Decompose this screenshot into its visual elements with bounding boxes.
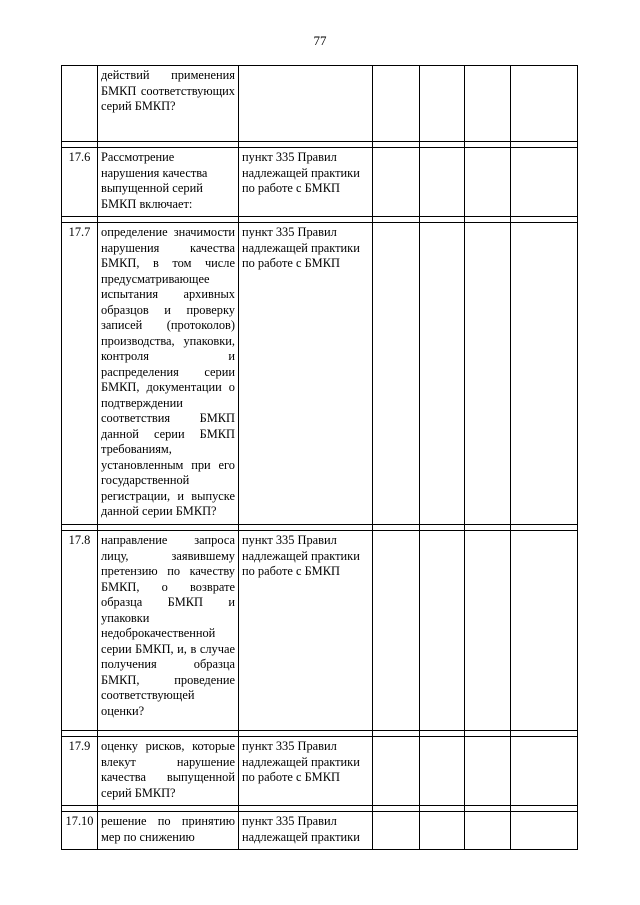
reference-text: пункт 335 Правил надлежащей практики по работе с БМКП (239, 223, 373, 525)
requirement-text: Рассмотрение нарушения качества выпущенной серий БМКП включает: (98, 148, 239, 217)
table-row (62, 148, 578, 217)
answer-cell (420, 148, 465, 217)
item-number: 17.6 (62, 148, 98, 217)
answer-cell (465, 531, 511, 731)
answer-cell (511, 531, 578, 731)
answer-cell (420, 737, 465, 806)
reference-text: пункт 335 Правил надлежащей практики по работе с БМКП (239, 148, 373, 217)
answer-cell (511, 148, 578, 217)
table-row (62, 66, 578, 142)
answer-cell (465, 812, 511, 850)
reference-text: пункт 335 Правил надлежащей практики (239, 812, 373, 850)
reference-text: пункт 335 Правил надлежащей практики по работе с БМКП (239, 531, 373, 731)
answer-cell (373, 223, 420, 525)
table-row (62, 812, 578, 850)
table-row (62, 531, 578, 731)
requirement-text: определение значимости нарушения качества БМКП, в том числе предусматривающее испытания архивных образцов и проверку записей (протоколов) производства, упаковки, контроля и распределения серии БМКП, документации о подтверждении соответствия БМКП данной серии БМКП требованиям, установленным при его государственной регистрации, и выпуске данной серии БМКП? (98, 223, 239, 525)
answer-cell (511, 812, 578, 850)
answer-cell (373, 737, 420, 806)
table-row (62, 223, 578, 525)
requirement-text: решение по принятию мер по снижению (98, 812, 239, 850)
answer-cell (511, 737, 578, 806)
page-number: 77 (313, 33, 327, 48)
table-row (62, 737, 578, 806)
requirement-text: направление запроса лицу, заявившему претензию по качеству БМКП, о возврате образца БМКП и упаковки недоброкачественной серии БМКП, и, в случае получения образца БМКП, проведение соответствующей оценки? (98, 531, 239, 731)
item-number: 17.7 (62, 223, 98, 525)
answer-cell (420, 531, 465, 731)
answer-cell (465, 223, 511, 525)
answer-cell (420, 812, 465, 850)
item-number (62, 66, 98, 142)
requirement-text: действий применения БМКП соответствующих серий БМКП? (98, 66, 239, 142)
item-number: 17.10 (62, 812, 98, 850)
reference-text (239, 66, 373, 142)
answer-cell (465, 148, 511, 217)
requirement-text: оценку рисков, которые влекут нарушение качества выпущенной серий БМКП? (98, 737, 239, 806)
reference-text: пункт 335 Правил надлежащей практики по работе с БМКП (239, 737, 373, 806)
item-number: 17.9 (62, 737, 98, 806)
answer-cell (373, 531, 420, 731)
answer-cell (465, 737, 511, 806)
item-number: 17.8 (62, 531, 98, 731)
answer-cell (373, 148, 420, 217)
answer-cell (373, 66, 420, 142)
answer-cell (511, 223, 578, 525)
answer-cell (465, 66, 511, 142)
answer-cell (511, 66, 578, 142)
checklist-table (61, 65, 578, 850)
answer-cell (420, 223, 465, 525)
answer-cell (420, 66, 465, 142)
answer-cell (373, 812, 420, 850)
